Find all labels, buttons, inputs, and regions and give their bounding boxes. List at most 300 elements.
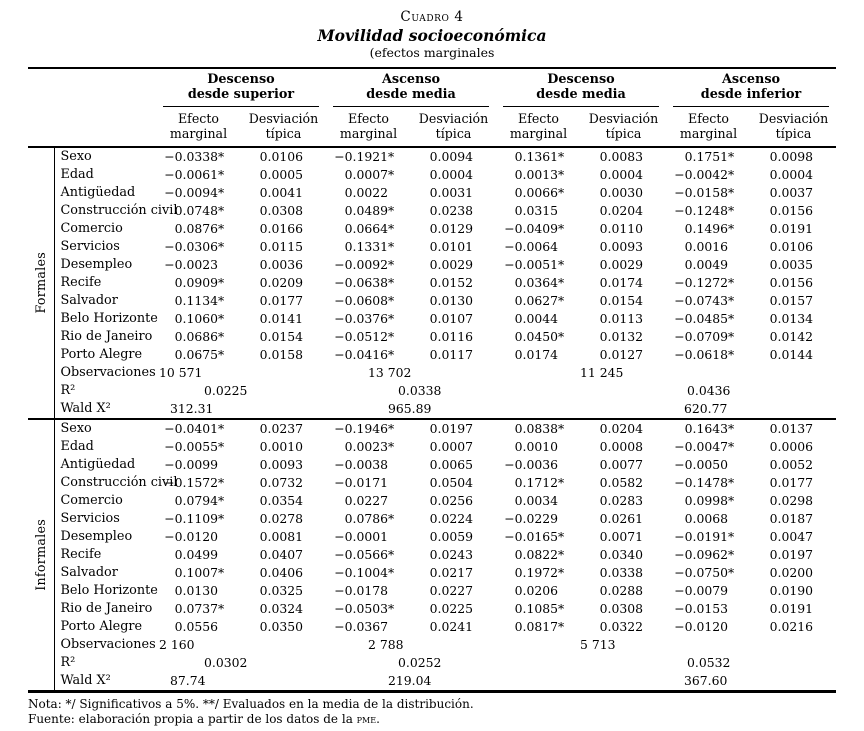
value-cell — [666, 600, 751, 618]
row-label: Desempleo — [60, 257, 133, 272]
significance-star: * — [558, 221, 565, 236]
value-number: 0.0081 — [259, 529, 304, 544]
significance-star: * — [728, 203, 735, 218]
value-number: −0.0042 — [674, 167, 729, 182]
value-number: 0.0204 — [599, 203, 644, 218]
value-number: 0.0094 — [429, 149, 474, 164]
value-cell — [326, 310, 411, 328]
subheader-line2: marginal — [169, 126, 228, 141]
value-cell — [241, 310, 326, 328]
value-number: 0.0036 — [259, 257, 304, 272]
value-cell — [666, 618, 751, 636]
value-cell — [666, 184, 751, 202]
row-label: Servicios — [60, 239, 120, 254]
value-number: −0.1946 — [334, 421, 389, 436]
value-cell — [241, 328, 326, 346]
subheader-desviacion-tipica — [581, 107, 666, 147]
value-cell — [666, 238, 751, 256]
value-number: −0.0050 — [674, 457, 729, 472]
significance-star: * — [728, 329, 735, 344]
row-label: Servicios — [60, 511, 120, 526]
value-number: −0.0061 — [164, 167, 218, 182]
significance-star: * — [728, 293, 735, 308]
row-label: Recife — [60, 547, 102, 562]
value-number: 0.1134 — [174, 293, 218, 308]
significance-star: * — [558, 529, 565, 544]
row-label: Sexo — [54, 419, 156, 438]
summary-cell: 620.77 — [684, 401, 728, 416]
significance-star: * — [728, 565, 735, 580]
value-cell — [751, 600, 836, 618]
value-cell — [581, 456, 666, 474]
value-number: 0.1972 — [514, 565, 559, 580]
value-cell — [326, 184, 411, 202]
value-cell — [411, 274, 496, 292]
value-number: 0.0152 — [429, 275, 474, 290]
value-cell — [751, 202, 836, 220]
value-number: 0.0256 — [429, 493, 474, 508]
value-number: −0.1248 — [674, 203, 729, 218]
value-cell — [581, 492, 666, 510]
value-number: 0.0354 — [259, 493, 304, 508]
value-cell — [496, 528, 581, 546]
value-cell — [326, 202, 411, 220]
value-cell — [496, 166, 581, 184]
value-number: 0.0227 — [429, 583, 474, 598]
value-cell — [156, 220, 241, 238]
value-number: 0.0241 — [429, 619, 474, 634]
value-cell — [326, 147, 411, 166]
row-label: Wald X² — [60, 401, 111, 416]
group-label-line1: Ascenso — [381, 72, 441, 87]
value-cell — [156, 256, 241, 274]
table-row — [28, 346, 836, 364]
table-row — [28, 310, 836, 328]
value-number: −0.0618 — [674, 347, 729, 362]
value-number: 0.0206 — [514, 583, 559, 598]
value-number: −0.0047 — [674, 439, 729, 454]
value-cell — [241, 474, 326, 492]
value-number: 0.1331 — [344, 239, 389, 254]
value-number: 0.0191 — [769, 601, 814, 616]
subheader-line2: típica — [605, 126, 642, 141]
value-cell — [326, 564, 411, 582]
value-number: 0.0174 — [514, 347, 559, 362]
value-cell — [326, 166, 411, 184]
value-number: 0.0224 — [429, 511, 474, 526]
section-label — [28, 147, 54, 419]
significance-star: * — [728, 421, 735, 436]
value-number: −0.0023 — [164, 257, 218, 272]
value-number: 0.0499 — [174, 547, 218, 562]
value-number: 0.0007 — [429, 439, 474, 454]
value-number: −0.1572 — [164, 475, 218, 490]
table-row — [28, 582, 836, 600]
row-label: Construcción civil — [60, 203, 178, 218]
value-cell — [496, 256, 581, 274]
value-cell — [326, 274, 411, 292]
value-number: −0.0178 — [334, 583, 389, 598]
table-row — [28, 528, 836, 546]
value-number: 0.0115 — [259, 239, 304, 254]
value-number: 0.0283 — [599, 493, 644, 508]
value-cell — [156, 510, 241, 528]
value-cell — [241, 456, 326, 474]
table-row — [28, 166, 836, 184]
value-number: 0.0117 — [429, 347, 474, 362]
table-row — [28, 438, 836, 456]
value-number: 0.0101 — [429, 239, 474, 254]
row-label: Comercio — [60, 221, 123, 236]
value-cell — [666, 256, 751, 274]
significance-star: * — [728, 167, 735, 182]
section-label-text: Formales — [32, 252, 48, 314]
value-number: 0.0243 — [429, 547, 474, 562]
value-cell — [411, 220, 496, 238]
table-row — [28, 510, 836, 528]
table-row — [28, 202, 836, 220]
significance-star: * — [388, 347, 395, 362]
value-cell — [751, 456, 836, 474]
group-label-line1: Descenso — [547, 72, 615, 87]
significance-star: * — [218, 239, 225, 254]
significance-star: * — [388, 439, 395, 454]
value-number: 0.0132 — [599, 329, 644, 344]
summary-cell: 0.0436 — [687, 383, 731, 398]
value-cell — [326, 456, 411, 474]
subheader-efecto-marginal — [496, 107, 581, 147]
significance-star: * — [388, 311, 395, 326]
row-label: Observaciones — [60, 365, 156, 380]
table-row — [28, 256, 836, 274]
table-row — [28, 618, 836, 636]
value-cell — [411, 292, 496, 310]
row-label: Belo Horizonte — [60, 311, 158, 326]
value-number: 0.0794 — [174, 493, 218, 508]
value-number: −0.0306 — [164, 239, 218, 254]
value-number: 0.0059 — [429, 529, 474, 544]
value-number: −0.0512 — [334, 329, 389, 344]
value-number: 0.0158 — [259, 347, 304, 362]
value-cell — [496, 238, 581, 256]
table-row — [28, 147, 836, 166]
value-number: −0.0750 — [674, 565, 729, 580]
value-cell — [496, 510, 581, 528]
value-cell — [411, 600, 496, 618]
table-row — [28, 564, 836, 582]
significance-star: * — [728, 493, 735, 508]
subheader-desviacion-tipica — [751, 107, 836, 147]
value-number: 0.0037 — [769, 185, 814, 200]
value-number: 0.0154 — [259, 329, 304, 344]
note-line — [28, 697, 864, 712]
significance-star: * — [218, 167, 225, 182]
value-cell — [241, 419, 326, 438]
value-number: 0.1751 — [684, 149, 729, 164]
value-cell — [751, 438, 836, 456]
summary-cell: 367.60 — [684, 673, 728, 688]
value-number: 0.0156 — [769, 275, 814, 290]
significance-star: * — [728, 275, 735, 290]
significance-star: * — [558, 547, 565, 562]
value-number: 0.0010 — [259, 439, 304, 454]
group-label — [673, 72, 829, 107]
row-label: Desempleo — [60, 529, 133, 544]
group-label-line2: desde media — [366, 87, 456, 102]
value-number: 0.0137 — [769, 421, 814, 436]
value-number: −0.0485 — [674, 311, 729, 326]
value-cell — [156, 474, 241, 492]
value-number: 0.0107 — [429, 311, 474, 326]
value-number: −0.0092 — [334, 257, 389, 272]
value-number: 0.0686 — [174, 329, 218, 344]
value-number: 0.0013 — [514, 167, 559, 182]
row-label: Observaciones — [60, 637, 156, 652]
footnotes — [28, 697, 864, 727]
value-cell — [241, 274, 326, 292]
value-cell — [666, 147, 751, 166]
value-number: −0.0171 — [334, 475, 389, 490]
value-number: −0.0038 — [334, 457, 389, 472]
value-cell — [751, 510, 836, 528]
row-label: Rio de Janeiro — [60, 329, 153, 344]
value-cell — [666, 292, 751, 310]
value-cell — [326, 510, 411, 528]
value-cell — [581, 419, 666, 438]
value-number: 0.0582 — [599, 475, 644, 490]
value-number: 0.0364 — [514, 275, 559, 290]
page-title: Movilidad socioeconómica — [317, 26, 547, 45]
value-cell — [581, 528, 666, 546]
group-label — [333, 72, 489, 107]
significance-star: * — [388, 421, 395, 436]
table-row — [28, 600, 836, 618]
summary-cell: 87.74 — [170, 673, 206, 688]
value-number: 0.0909 — [174, 275, 218, 290]
significance-star: * — [558, 275, 565, 290]
value-number: 0.0504 — [429, 475, 474, 490]
value-cell — [156, 618, 241, 636]
subheader-line1: Desviación — [758, 111, 829, 126]
table-row — [28, 456, 836, 474]
value-number: 0.0106 — [259, 149, 304, 164]
value-number: 0.0288 — [599, 583, 644, 598]
value-number: 0.0627 — [514, 293, 559, 308]
value-number: 0.0664 — [344, 221, 389, 236]
significance-star: * — [218, 439, 225, 454]
value-number: −0.0079 — [674, 583, 729, 598]
value-number: 0.0197 — [429, 421, 474, 436]
value-number: 0.0748 — [174, 203, 218, 218]
summary-cell: 2 160 — [159, 637, 195, 652]
row-label: Wald X² — [60, 673, 111, 688]
significance-star: * — [728, 185, 735, 200]
value-cell — [581, 328, 666, 346]
significance-star: * — [728, 475, 735, 490]
summary-cell: 0.0532 — [687, 655, 731, 670]
significance-star: * — [218, 149, 225, 164]
value-number: 0.0261 — [599, 511, 644, 526]
significance-star: * — [728, 311, 735, 326]
table-row — [28, 474, 836, 492]
value-cell — [581, 618, 666, 636]
value-number: −0.1004 — [334, 565, 389, 580]
subheader-line1: Efecto — [518, 111, 560, 126]
significance-star: * — [388, 221, 395, 236]
value-cell — [326, 256, 411, 274]
value-number: 0.0315 — [514, 203, 559, 218]
value-cell — [751, 419, 836, 438]
column-group-ascenso-inferior — [666, 68, 836, 107]
value-cell — [411, 438, 496, 456]
value-cell — [326, 546, 411, 564]
significance-star: * — [218, 493, 225, 508]
subheader-efecto-marginal — [666, 107, 751, 147]
value-cell — [751, 166, 836, 184]
value-number: 0.0006 — [769, 439, 814, 454]
value-cell — [666, 438, 751, 456]
value-number: −0.1478 — [674, 475, 729, 490]
value-number: 0.0166 — [259, 221, 304, 236]
value-cell — [411, 492, 496, 510]
significance-star: * — [388, 565, 395, 580]
row-label: Antigüedad — [60, 457, 136, 472]
value-number: 0.0110 — [599, 221, 644, 236]
subheader-line2: típica — [435, 126, 472, 141]
significance-star: * — [218, 565, 225, 580]
subheader-line2: típica — [775, 126, 812, 141]
significance-star: * — [218, 329, 225, 344]
value-cell — [326, 220, 411, 238]
value-number: −0.0158 — [674, 185, 729, 200]
value-cell — [581, 546, 666, 564]
value-number: −0.0001 — [334, 529, 389, 544]
value-cell — [751, 292, 836, 310]
value-number: 0.0227 — [344, 493, 389, 508]
results-table — [28, 67, 836, 693]
table-row — [28, 364, 836, 382]
value-cell — [156, 492, 241, 510]
row-label: Recife — [60, 275, 102, 290]
table-row — [28, 654, 836, 672]
value-cell — [156, 166, 241, 184]
value-number: 0.0098 — [769, 149, 814, 164]
value-cell — [156, 564, 241, 582]
value-number: 0.0338 — [599, 565, 644, 580]
table-body — [28, 147, 836, 692]
value-cell — [156, 456, 241, 474]
significance-star: * — [558, 475, 565, 490]
value-number: 0.0106 — [769, 239, 814, 254]
value-cell — [496, 220, 581, 238]
value-number: 0.0156 — [769, 203, 814, 218]
value-number: 0.0142 — [769, 329, 814, 344]
value-number: 0.0556 — [174, 619, 218, 634]
value-cell — [411, 456, 496, 474]
group-label-line2: desde inferior — [700, 87, 802, 102]
significance-star: * — [558, 167, 565, 182]
subheader-line2: marginal — [679, 126, 738, 141]
significance-star: * — [558, 293, 565, 308]
row-label: R² — [60, 383, 76, 398]
value-cell — [411, 256, 496, 274]
value-number: 0.0029 — [429, 257, 474, 272]
value-cell — [496, 438, 581, 456]
group-label-line2: desde superior — [187, 87, 295, 102]
value-cell — [496, 618, 581, 636]
subheader-line2: marginal — [339, 126, 398, 141]
value-cell — [666, 546, 751, 564]
significance-star: * — [388, 203, 395, 218]
column-group-ascenso-media — [326, 68, 496, 107]
value-cell — [581, 346, 666, 364]
value-cell — [496, 600, 581, 618]
source-line — [28, 712, 864, 727]
value-cell — [496, 202, 581, 220]
value-number: −0.0099 — [164, 457, 218, 472]
value-number: −0.0051 — [504, 257, 559, 272]
value-cell — [751, 564, 836, 582]
significance-star: * — [218, 275, 225, 290]
value-cell — [241, 256, 326, 274]
value-cell — [411, 528, 496, 546]
significance-star: * — [388, 329, 395, 344]
source-period: . — [376, 712, 380, 726]
value-number: 0.0065 — [429, 457, 474, 472]
value-cell — [751, 328, 836, 346]
subheader-line1: Desviación — [418, 111, 489, 126]
value-cell — [411, 184, 496, 202]
subheader-row — [28, 107, 836, 147]
value-number: 0.0134 — [769, 311, 814, 326]
value-number: −0.0401 — [164, 421, 218, 436]
value-cell — [411, 582, 496, 600]
value-number: 0.1712 — [514, 475, 559, 490]
value-cell — [581, 184, 666, 202]
row-label: Salvador — [60, 565, 118, 580]
significance-star: * — [728, 439, 735, 454]
value-cell — [666, 274, 751, 292]
value-number: −0.0709 — [674, 329, 729, 344]
value-number: 0.0200 — [769, 565, 814, 580]
row-label: Antigüedad — [60, 185, 136, 200]
value-number: 0.0737 — [174, 601, 218, 616]
value-number: 0.0998 — [684, 493, 729, 508]
significance-star: * — [728, 221, 735, 236]
value-number: 0.0817 — [514, 619, 559, 634]
significance-star: * — [388, 275, 395, 290]
value-number: −0.0036 — [504, 457, 559, 472]
significance-star: * — [218, 601, 225, 616]
value-number: 0.0030 — [599, 185, 644, 200]
value-number: −0.0416 — [334, 347, 389, 362]
table-row — [28, 238, 836, 256]
value-number: 0.0340 — [599, 547, 644, 562]
significance-star: * — [558, 565, 565, 580]
significance-star: * — [728, 547, 735, 562]
summary-cell: 0.0338 — [398, 383, 442, 398]
subheader-efecto-marginal — [156, 107, 241, 147]
value-cell — [411, 564, 496, 582]
value-cell — [326, 438, 411, 456]
value-cell — [666, 419, 751, 438]
value-number: 0.0204 — [599, 421, 644, 436]
value-number: 0.0022 — [344, 185, 389, 200]
value-number: 0.0130 — [174, 583, 218, 598]
value-cell — [751, 582, 836, 600]
value-number: 0.0822 — [514, 547, 559, 562]
value-cell — [581, 600, 666, 618]
